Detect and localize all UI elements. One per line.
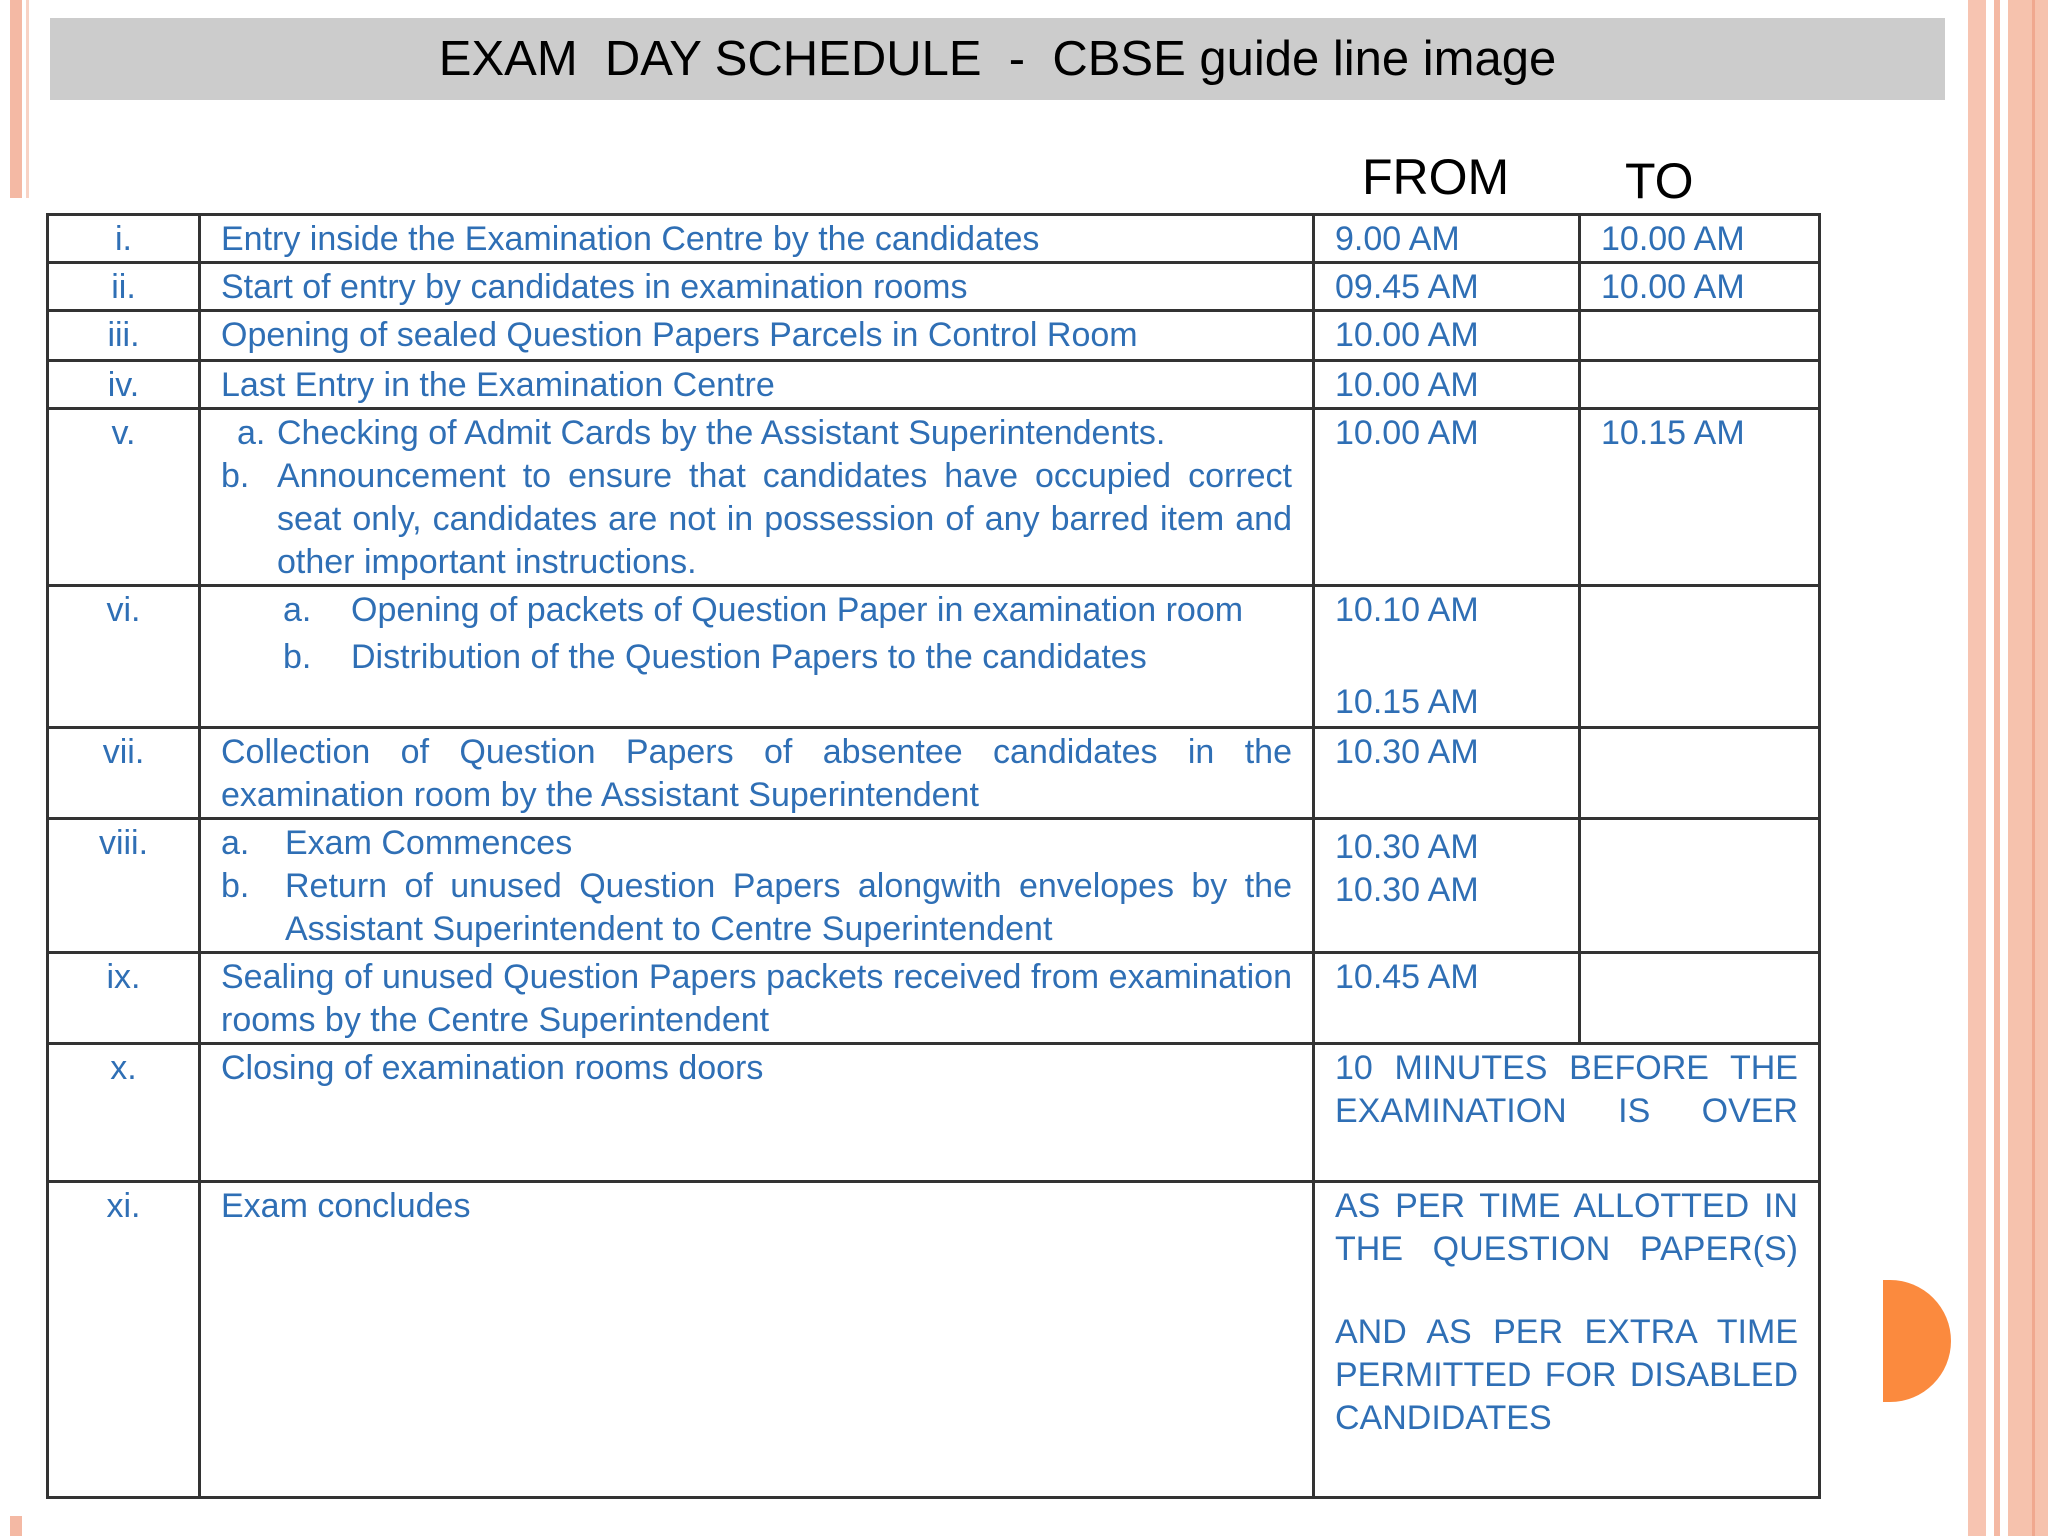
row-to-time — [1580, 361, 1820, 409]
row-description: Exam concludes — [200, 1182, 1314, 1498]
row-description: Entry inside the Examination Centre by the candidates — [200, 215, 1314, 263]
row-to-time — [1580, 953, 1820, 1044]
from-time-a: 10.30 AM — [1335, 828, 1479, 866]
row-number: iii. — [48, 311, 200, 361]
sub-item-a: a. Exam Commences — [221, 824, 573, 862]
row-from-time: 09.45 AM — [1314, 263, 1580, 311]
sub-item-b: b. Announcement to ensure that candidates have occupied correct seat only, candidates are not in possession of any barred item and other important instructions. — [221, 457, 1292, 581]
row-to-time — [1580, 311, 1820, 361]
row-time-span: 10 MINUTES BEFORE THE EXAMINATION IS OVER — [1314, 1044, 1820, 1182]
row-description: Closing of examination rooms doors — [200, 1044, 1314, 1182]
row-from-time: 10.00 AM — [1314, 311, 1580, 361]
row-description — [200, 819, 1314, 953]
row-description — [200, 586, 1314, 728]
time-note-a: AS PER TIME ALLOTTED IN THE QUESTION PAPER(S) — [1335, 1187, 1798, 1268]
row-to-time: 10.00 AM — [1580, 215, 1820, 263]
row-from-time: 10.30 AM — [1314, 728, 1580, 819]
row-number: vii. — [48, 728, 200, 819]
row-from-time: 10.00 AM — [1314, 409, 1580, 586]
row-description: Last Entry in the Examination Centre — [200, 361, 1314, 409]
row-from-time: 9.00 AM — [1314, 215, 1580, 263]
row-description: Sealing of unused Question Papers packets received from examination rooms by the Centre Superintendent — [200, 953, 1314, 1044]
row-number: v. — [48, 409, 200, 586]
row-time-span — [1314, 1182, 1820, 1498]
from-time-b: 10.30 AM — [1335, 871, 1479, 909]
from-time-b: 10.15 AM — [1335, 683, 1479, 721]
sub-item-b: b. Distribution of the Question Papers to the candidates — [283, 638, 1147, 676]
row-number: i. — [48, 215, 200, 263]
table-row — [48, 586, 1820, 728]
row-number: ii. — [48, 263, 200, 311]
table-row — [48, 1044, 1820, 1182]
sub-item-b: b. Return of unused Question Papers alongwith envelopes by the Assistant Superintendent to Centre Superintendent — [221, 867, 1292, 948]
right-decor-border — [1968, 0, 2048, 1536]
row-number: iv. — [48, 361, 200, 409]
row-from-time — [1314, 586, 1580, 728]
row-description — [200, 409, 1314, 586]
table-row — [48, 953, 1820, 1044]
schedule-table — [46, 213, 1821, 1499]
row-description: Opening of sealed Question Papers Parcels in Control Room — [200, 311, 1314, 361]
row-to-time — [1580, 586, 1820, 728]
column-header-to: TO — [1625, 153, 1694, 209]
table-row — [48, 215, 1820, 263]
table-row — [48, 361, 1820, 409]
row-to-time: 10.15 AM — [1580, 409, 1820, 586]
table-row — [48, 311, 1820, 361]
title-banner — [50, 18, 1945, 100]
row-description: Start of entry by candidates in examination rooms — [200, 263, 1314, 311]
row-number: ix. — [48, 953, 200, 1044]
sub-item-a: a. Opening of packets of Question Paper in examination room — [283, 591, 1244, 629]
table-row — [48, 819, 1820, 953]
page-title: EXAM DAY SCHEDULE - CBSE guide line image — [438, 32, 1557, 86]
table-row — [48, 728, 1820, 819]
left-decor-bar — [10, 0, 22, 198]
table-row — [48, 263, 1820, 311]
column-header-from: FROM — [1362, 149, 1510, 205]
row-description: Collection of Question Papers of absentee candidates in the examination room by the Assistant Superintendent — [200, 728, 1314, 819]
row-to-time: 10.00 AM — [1580, 263, 1820, 311]
bottom-decor-mark — [10, 1516, 22, 1536]
from-time-a: 10.10 AM — [1335, 591, 1479, 629]
orange-half-circle — [1883, 1280, 1951, 1402]
row-number: x. — [48, 1044, 200, 1182]
row-from-time: 10.45 AM — [1314, 953, 1580, 1044]
table-row — [48, 1182, 1820, 1498]
row-from-time: 10.00 AM — [1314, 361, 1580, 409]
table-row — [48, 409, 1820, 586]
left-decor-line — [26, 0, 29, 198]
row-number: xi. — [48, 1182, 200, 1498]
row-number: viii. — [48, 819, 200, 953]
row-number: vi. — [48, 586, 200, 728]
row-to-time — [1580, 819, 1820, 953]
row-from-time — [1314, 819, 1580, 953]
time-note-b: AND AS PER EXTRA TIME PERMITTED FOR DISABLED CANDIDATES — [1335, 1313, 1798, 1437]
row-to-time — [1580, 728, 1820, 819]
sub-item-a: a. Checking of Admit Cards by the Assistant Superintendents. — [237, 414, 1166, 452]
